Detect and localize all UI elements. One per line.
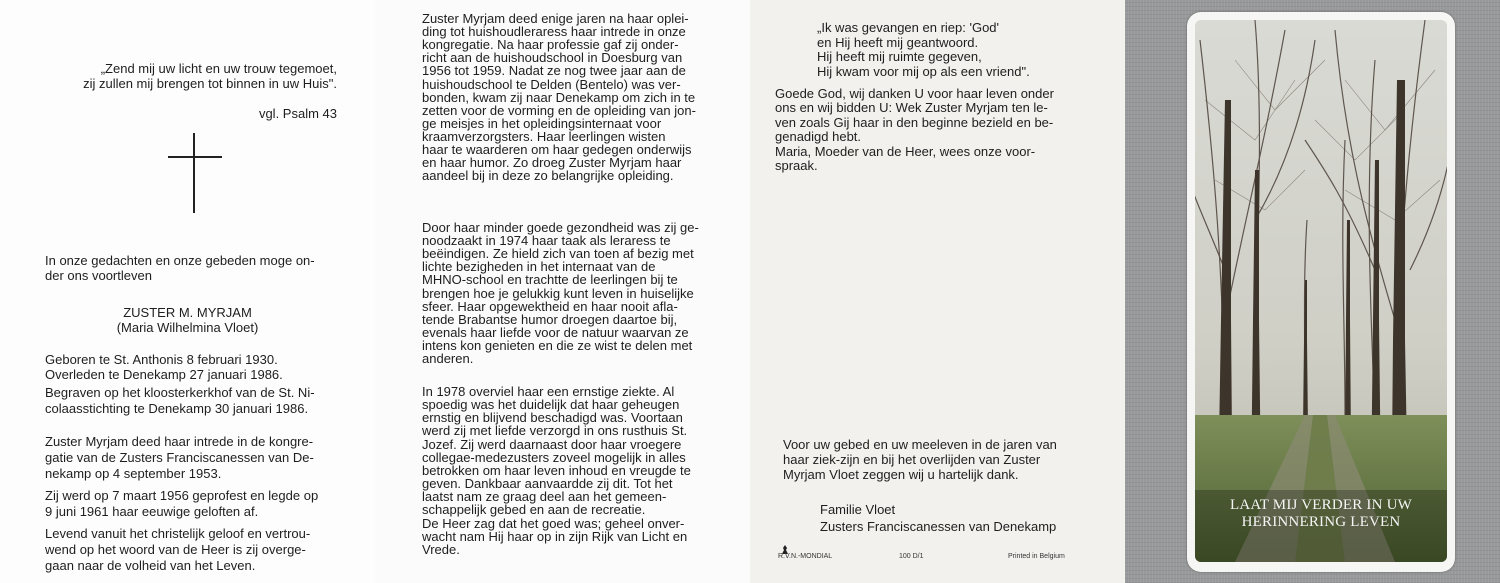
thanks-text-line: Myrjam Vloet zeggen wij u hartelijk dank. <box>783 467 1019 483</box>
vows-line-1: Zij werd op 7 maart 1956 geprofest en legde op <box>45 488 319 503</box>
biography-paragraph-1-line: bonden, kwam zij naar Denekamp om zich in te <box>422 89 696 105</box>
prayer-text-line: genadigd hebt. <box>775 129 862 145</box>
prayer-text-line: Maria, Moeder van de Heer, wees onze voor- <box>775 143 1036 159</box>
psalm-quote-line: Hij kwam voor mij op als een vriend". <box>817 63 1030 79</box>
burial-line-1: Begraven op het kloosterkerkhof van de St. Ni- <box>45 385 315 400</box>
psalm-quote-line: Hij heeft mij ruimte gegeven, <box>817 49 982 64</box>
left-page <box>0 0 375 583</box>
prayer-text-line: ven zoals Gij haar in den beginne bezield en be- <box>775 114 1054 130</box>
biography-page <box>375 0 750 583</box>
biography-paragraph-1-line: ge meisjes in het opleidingsinternaat voor <box>422 115 662 131</box>
biography-paragraph-2-line: lichte bezigheden in het internaat van de <box>422 259 656 275</box>
faith-line-3: gaan naar de volheid van het Leven. <box>45 558 256 573</box>
quote-source: vgl. Psalm 43 <box>258 106 337 121</box>
biography-paragraph-1-line: kraamverzorgsters. Haar leerlingen wisten <box>422 128 666 144</box>
prayer-text-line: Goede God, wij danken U voor haar leven onder <box>775 86 1054 101</box>
biography-paragraph-2-line: intens kon genieten en die ze wist te delen met <box>422 337 693 353</box>
biography-paragraph-3-line: geven. Dankbaar aanvaardde zij dit. Tot het <box>422 476 673 492</box>
thanks-text-line: Voor uw gebed en uw meeleven in de jaren van <box>783 437 1057 452</box>
biography-paragraph-1-line: ding tot huishoudleraress haar intrede in onze <box>422 24 686 40</box>
prayer-page <box>750 0 1125 583</box>
cover-caption-line-1: LAAT MIJ VERDER IN UW <box>1230 497 1412 513</box>
biography-paragraph-3-line: schappelijk gebed en aan de recreatie. <box>422 502 646 518</box>
burial-line-2: colaasstichting te Denekamp 30 januari 1986. <box>45 401 309 416</box>
faith-line-1: Levend vanuit het christelijk geloof en vertrou- <box>45 526 311 541</box>
intro-line-2: der ons voortleven <box>45 268 152 283</box>
biography-paragraph-3-line: laatst nam ze graag deel aan het gemeen- <box>422 489 667 505</box>
entry-line-1: Zuster Myrjam deed haar intrede in de kongre- <box>45 434 314 449</box>
opening-quote-line-2: zij zullen mij brengen tot binnen in uw Huis". <box>83 76 337 91</box>
biography-paragraph-2-line: sfeer. Haar opgewektheid en haar nooit afla- <box>422 298 678 314</box>
biography-paragraph-3-line: De Heer zag dat het goed was; geheel onver- <box>422 515 685 531</box>
opening-quote-line-1: „Zend mij uw licht en uw trouw tegemoet, <box>100 61 337 76</box>
biography-paragraph-2-line: MHNO-school en trachtte de leerlingen bij te <box>422 272 678 288</box>
biography-paragraph-2-line: evenals haar liefde voor de natuur waarvan ze <box>422 324 689 340</box>
entry-line-2: gatie van de Zusters Franciscanessen van De- <box>45 450 314 465</box>
cover-caption-line-2: HERINNERING LEVEN <box>1241 514 1401 530</box>
tree-lane-photo <box>1195 20 1447 562</box>
biography-paragraph-1-line: haar te waarderen om haar gedegen onderwijs <box>422 142 692 157</box>
cover-page <box>1125 0 1500 583</box>
birth-line: Geboren te St. Anthonis 8 februari 1930. <box>45 352 278 367</box>
biography-paragraph-3-line: Jozef. Zij werd daarnaast door haar vroegere <box>422 436 682 452</box>
biography-paragraph-1-line: huishoudschool te Delden (Bentelo) was ver- <box>422 76 681 92</box>
cover-caption <box>1195 497 1447 531</box>
congregation-signature: Zusters Franciscanessen van Denekamp <box>820 519 1057 534</box>
biography-paragraph-1-line: aandeel bij in deze zo belangrijke opleiding. <box>422 168 674 184</box>
deceased-name: ZUSTER M. MYRJAM <box>123 305 252 320</box>
intro-line-1: In onze gedachten en onze gebeden moge on- <box>45 253 315 268</box>
print-code: 100 D/1 <box>899 553 924 560</box>
biography-paragraph-3-line: In 1978 overviel haar een ernstige ziekte. Al <box>422 384 675 399</box>
biography-paragraph-1-line: en haar humor. Zo droeg Zuster Myrjam haar <box>422 155 682 171</box>
psalm-quote-line: „Ik was gevangen en riep: 'God' <box>817 20 1000 35</box>
prayer-text-line: spraak. <box>775 158 818 173</box>
biography-paragraph-2-line: brengen hoe je gelukkig kunt leven in huiselijke <box>422 285 694 301</box>
psalm-quote-line: en Hij heeft mij geantwoord. <box>817 34 979 50</box>
entry-line-3: nekamp op 4 september 1953. <box>45 466 222 481</box>
death-line: Overleden te Denekamp 27 januari 1986. <box>45 367 283 382</box>
biography-paragraph-2-line: Door haar minder goede gezondheid was zij ge- <box>422 220 699 235</box>
biography-paragraph-1-line: 1956 tot 1959. Nadat ze nog twee jaar aan de <box>422 63 686 79</box>
biography-paragraph-2-line: tende Brabantse humor droegen daartoe bij, <box>422 311 678 327</box>
biography-paragraph-3-line: Vrede. <box>422 541 460 557</box>
biography-paragraph-3-line: ernstig en blijvend beschadigd was. Voortaan <box>422 410 683 426</box>
thanks-text-line: haar ziek-zijn en bij het overlijden van Zuster <box>783 452 1041 468</box>
biography-paragraph-1-line: zetten voor de vorming en de opleiding van jon- <box>422 102 696 118</box>
biography-paragraph-2-line: beëindigen. Ze hield zich van toen af bezig met <box>422 246 694 262</box>
faith-line-2: wend op het woord van de Heer is zij overge- <box>45 542 306 557</box>
biography-paragraph-3-line: collegae-medezusters zoveel mogelijk in alles <box>422 449 686 465</box>
biography-paragraph-2-line: anderen. <box>422 351 474 366</box>
biography-paragraph-3-line: werd zij met liefde verzorgd in ons rusthuis St. <box>422 423 688 439</box>
biography-paragraph-3-line: betrokken om haar leven inhoud en vreugde te <box>422 462 691 478</box>
prayer-text-line: ons en wij bidden U: Wek Zuster Myrjam ten le- <box>775 100 1048 116</box>
family-signature: Familie Vloet <box>820 502 896 517</box>
biography-paragraph-1-line: Zuster Myrjam deed enige jaren na haar oplei- <box>422 11 689 26</box>
biography-paragraph-2-line: noodzaakt in 1974 haar taak als leraress te <box>422 233 671 249</box>
printed-in: Printed in Belgium <box>1008 553 1065 560</box>
vows-line-2: 9 juni 1961 haar eeuwige geloften af. <box>45 504 259 519</box>
printer-name: R.V.N.-MONDIAL <box>778 553 833 560</box>
biography-paragraph-1-line: kongregatie. Na haar professie gaf zij onder- <box>422 37 679 53</box>
biography-paragraph-1-line: richt aan de huishoudschool in Doesburg van <box>422 50 683 66</box>
biography-paragraph-3-line: wacht nam Hij haar op in zijn Rijk van Licht en <box>422 528 688 544</box>
deceased-full-name: (Maria Wilhelmina Vloet) <box>116 320 259 335</box>
biography-paragraph-3-line: spoedig was het duidelijk dat haar geheugen <box>422 397 680 413</box>
printer-logo-icon <box>782 541 788 550</box>
